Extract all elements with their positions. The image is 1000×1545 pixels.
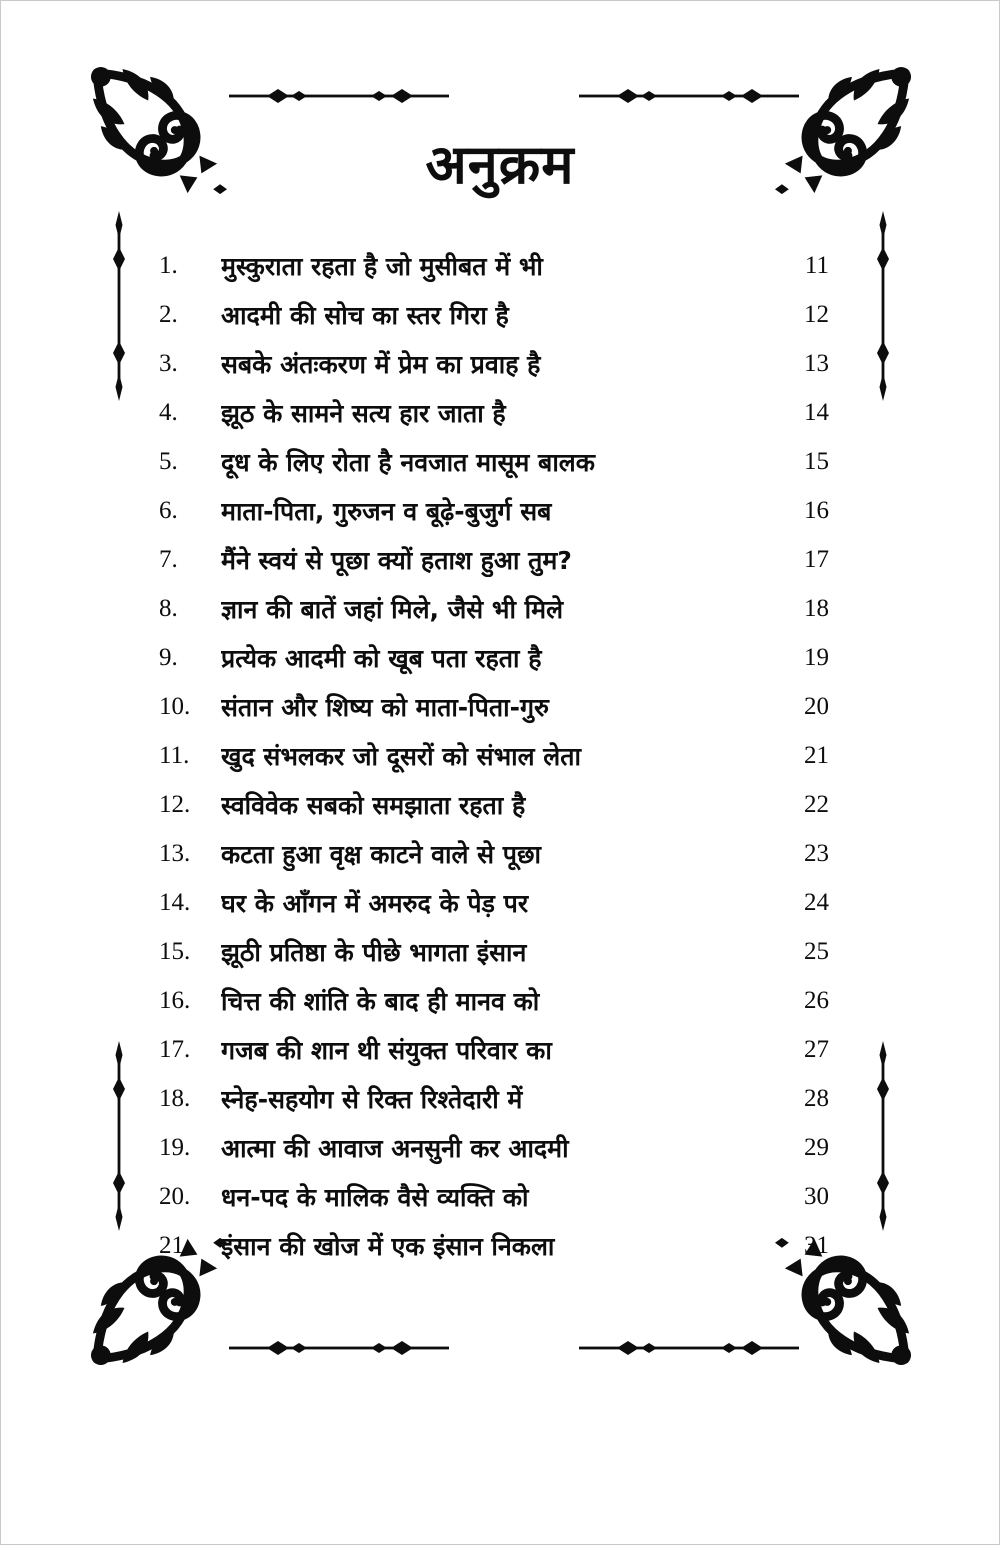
edge-ornament-right-bottom bbox=[873, 1041, 893, 1231]
toc-row bbox=[159, 1221, 829, 1270]
toc-entry-title: आदमी की सोच का स्तर गिरा है bbox=[221, 300, 509, 330]
toc-row bbox=[159, 927, 829, 976]
edge-ornament-right-top bbox=[873, 211, 893, 401]
toc-row bbox=[159, 486, 829, 535]
toc-row bbox=[159, 829, 829, 878]
toc-row bbox=[159, 1172, 829, 1221]
toc-entry-page: 27 bbox=[804, 1035, 829, 1063]
toc-entry-title: आत्मा की आवाज अनसुनी कर आदमी bbox=[221, 1133, 569, 1163]
toc-entry-page: 25 bbox=[804, 937, 829, 965]
toc-entry-title: घर के आँगन में अमरुद के पेड़ पर bbox=[221, 888, 529, 918]
toc-row bbox=[159, 633, 829, 682]
toc-row bbox=[159, 339, 829, 388]
toc-entry-number: 10. bbox=[159, 692, 191, 720]
toc-row bbox=[159, 780, 829, 829]
toc-list bbox=[159, 241, 829, 1270]
toc-entry-title: झूठी प्रतिष्ठा के पीछे भागता इंसान bbox=[221, 937, 527, 967]
toc-entry-number: 4. bbox=[159, 398, 178, 426]
toc-entry-title: प्रत्येक आदमी को खूब पता रहता है bbox=[221, 643, 542, 673]
toc-entry-page: 28 bbox=[804, 1084, 829, 1112]
toc-entry-page: 16 bbox=[804, 496, 829, 524]
toc-row bbox=[159, 290, 829, 339]
toc-entry-title: झूठ के सामने सत्य हार जाता है bbox=[221, 398, 506, 428]
toc-entry-title: संतान और शिष्य को माता-पिता-गुरु bbox=[221, 692, 549, 722]
toc-entry-number: 14. bbox=[159, 888, 191, 916]
ornamental-rule-bottom-right bbox=[579, 1340, 799, 1356]
toc-row bbox=[159, 388, 829, 437]
toc-entry-number: 8. bbox=[159, 594, 178, 622]
toc-entry-title: ज्ञान की बातें जहां मिले, जैसे भी मिले bbox=[221, 594, 564, 624]
toc-entry-number: 19. bbox=[159, 1133, 191, 1161]
toc-entry-title: मुस्कुराता रहता है जो मुसीबत में भी bbox=[221, 251, 543, 281]
toc-entry-number: 11. bbox=[159, 741, 190, 769]
toc-entry-page: 23 bbox=[804, 839, 829, 867]
toc-entry-number: 6. bbox=[159, 496, 178, 524]
page-title: अनुक्रम bbox=[425, 133, 575, 196]
toc-row bbox=[159, 1025, 829, 1074]
ornamental-rule-top-right bbox=[579, 88, 799, 104]
toc-entry-title: इंसान की खोज में एक इंसान निकला bbox=[221, 1231, 555, 1261]
edge-ornament-left-bottom bbox=[109, 1041, 129, 1231]
toc-entry-page: 20 bbox=[804, 692, 829, 720]
toc-entry-number: 16. bbox=[159, 986, 191, 1014]
toc-entry-number: 13. bbox=[159, 839, 191, 867]
toc-entry-number: 12. bbox=[159, 790, 191, 818]
toc-entry-number: 15. bbox=[159, 937, 191, 965]
toc-entry-title: सबके अंतःकरण में प्रेम का प्रवाह है bbox=[221, 349, 541, 379]
toc-entry-title: स्वविवेक सबको समझाता रहता है bbox=[221, 790, 526, 820]
toc-row bbox=[159, 1074, 829, 1123]
toc-entry-title: गजब की शान थी संयुक्त परिवार का bbox=[221, 1035, 552, 1065]
toc-entry-page: 26 bbox=[804, 986, 829, 1014]
toc-entry-number: 7. bbox=[159, 545, 178, 573]
toc-entry-page: 11 bbox=[804, 251, 829, 279]
toc-entry-number: 17. bbox=[159, 1035, 191, 1063]
toc-entry-title: दूध के लिए रोता है नवजात मासूम बालक bbox=[221, 447, 595, 477]
toc-entry-page: 13 bbox=[804, 349, 829, 377]
toc-entry-number: 9. bbox=[159, 643, 178, 671]
toc-entry-title: धन-पद के मालिक वैसे व्यक्ति को bbox=[221, 1182, 529, 1212]
toc-entry-number: 1. bbox=[159, 251, 178, 279]
toc-entry-number: 21. bbox=[159, 1231, 191, 1259]
toc-entry-number: 20. bbox=[159, 1182, 191, 1210]
toc-entry-page: 15 bbox=[804, 447, 829, 475]
toc-entry-page: 19 bbox=[804, 643, 829, 671]
toc-entry-title: माता-पिता, गुरुजन व बूढ़े-बुजुर्ग सब bbox=[221, 496, 552, 526]
toc-row bbox=[159, 584, 829, 633]
toc-entry-title: चित्त की शांति के बाद ही मानव को bbox=[221, 986, 540, 1016]
toc-entry-title: खुद संभलकर जो दूसरों को संभाल लेता bbox=[221, 741, 581, 771]
toc-entry-page: 12 bbox=[804, 300, 829, 328]
toc-entry-title: कटता हुआ वृक्ष काटने वाले से पूछा bbox=[221, 839, 541, 869]
toc-row bbox=[159, 241, 829, 290]
toc-entry-page: 14 bbox=[804, 398, 829, 426]
toc-entry-page: 30 bbox=[804, 1182, 829, 1210]
ornamental-rule-top-left bbox=[229, 88, 449, 104]
toc-entry-page: 21 bbox=[804, 741, 829, 769]
toc-row bbox=[159, 437, 829, 486]
toc-row bbox=[159, 535, 829, 584]
toc-row bbox=[159, 1123, 829, 1172]
toc-row bbox=[159, 682, 829, 731]
toc-entry-page: 22 bbox=[804, 790, 829, 818]
toc-entry-page: 24 bbox=[804, 888, 829, 916]
toc-entry-number: 3. bbox=[159, 349, 178, 377]
toc-entry-page: 31 bbox=[804, 1231, 829, 1259]
toc-entry-page: 29 bbox=[804, 1133, 829, 1161]
toc-row bbox=[159, 878, 829, 927]
edge-ornament-left-top bbox=[109, 211, 129, 401]
ornamental-rule-bottom-left bbox=[229, 1340, 449, 1356]
toc-entry-number: 2. bbox=[159, 300, 178, 328]
toc-entry-number: 18. bbox=[159, 1084, 191, 1112]
toc-entry-number: 5. bbox=[159, 447, 178, 475]
toc-entry-title: स्नेह-सहयोग से रिक्त रिश्तेदारी में bbox=[221, 1084, 523, 1114]
toc-row bbox=[159, 976, 829, 1025]
toc-entry-page: 17 bbox=[804, 545, 829, 573]
toc-row bbox=[159, 731, 829, 780]
toc-entry-page: 18 bbox=[804, 594, 829, 622]
toc-entry-title: मैंने स्वयं से पूछा क्यों हताश हुआ तुम? bbox=[221, 545, 572, 575]
